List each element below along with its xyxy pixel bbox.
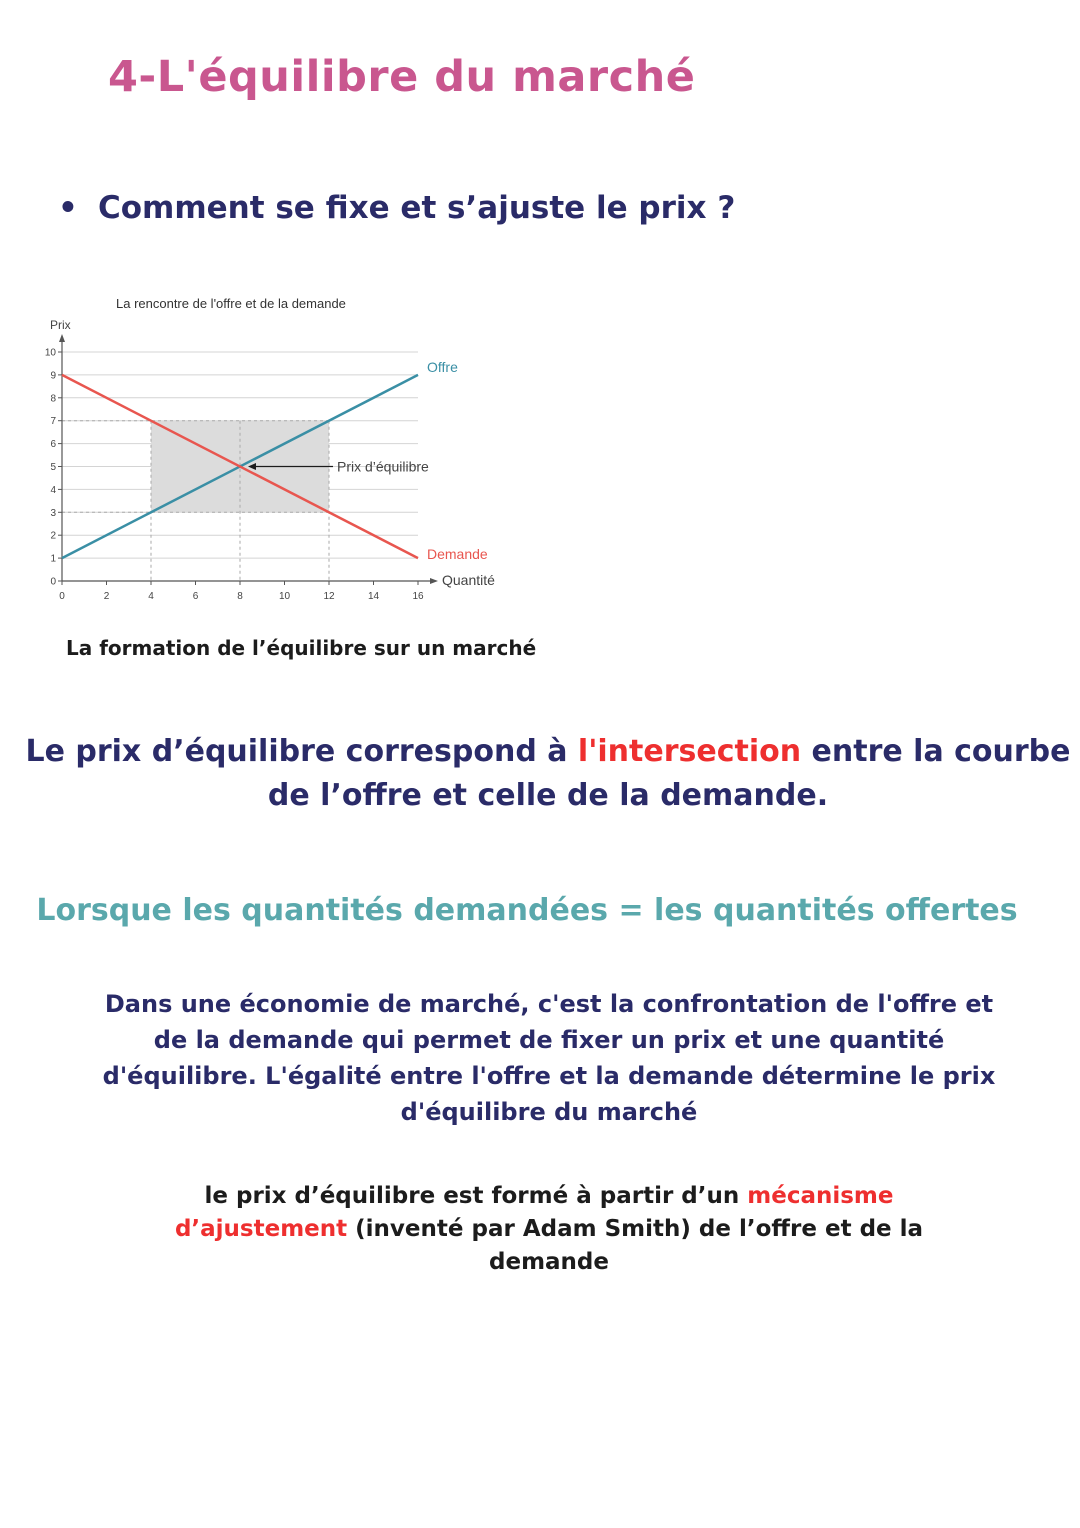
x-tick-label: 16 <box>412 591 424 602</box>
y-tick-label: 10 <box>44 347 56 359</box>
offre-label: Offre <box>427 358 458 375</box>
mechanism-text-before: le prix d’équilibre est formé à partir d’un <box>204 1183 748 1209</box>
y-tick-label: 4 <box>50 484 56 496</box>
condition-statement: Lorsque les quantités demandées = les quantités offertes <box>36 893 1018 928</box>
y-tick-label: 5 <box>50 462 56 473</box>
x-axis-arrow-icon <box>430 578 438 584</box>
y-tick-label: 7 <box>50 416 56 428</box>
y-tick-label: 8 <box>50 393 56 405</box>
x-tick-label: 10 <box>278 591 291 602</box>
x-tick-label: 12 <box>323 591 335 602</box>
mechanism-paragraph <box>120 1180 978 1279</box>
question-heading <box>58 190 735 226</box>
y-axis-label: Prix <box>50 318 71 332</box>
definition-text-before: Le prix d’équilibre correspond à <box>25 734 578 769</box>
chart-caption: La formation de l’équilibre sur un marché <box>66 636 537 660</box>
y-tick-label: 3 <box>50 507 56 519</box>
equilibrium-label: Prix d’équilibre <box>337 458 429 475</box>
definition-highlight: l'intersection <box>577 734 802 769</box>
chart-title: La rencontre de l'offre et de la demande <box>116 296 346 311</box>
mechanism-highlight: mécanisme d’ajustement <box>174 1183 894 1242</box>
x-tick-label: 6 <box>192 591 199 602</box>
explanation-paragraph: Dans une économie de marché, c'est la confrontation de l'offre et de la demande qui permet de fixer un prix et une quantité d'équilibre. L'égalité entre l'offre et la demande détermine le prix d'équilibre du marché <box>102 990 996 1126</box>
x-tick-label: 14 <box>367 591 380 602</box>
x-tick-label: 8 <box>237 591 243 602</box>
mechanism-text-after: (inventé par Adam Smith) de l’offre et de la demande <box>347 1216 924 1275</box>
supply-demand-chart <box>34 288 514 618</box>
definition-paragraph <box>0 730 1080 818</box>
y-tick-label: 9 <box>50 370 56 382</box>
y-tick-label: 2 <box>50 530 56 542</box>
y-axis-arrow-icon <box>59 334 65 342</box>
bullet-icon: • <box>58 190 78 226</box>
y-tick-label: 1 <box>50 553 56 565</box>
y-tick-label: 0 <box>50 576 56 588</box>
question-text: Comment se fixe et s’ajuste le prix ? <box>98 190 736 226</box>
y-tick-label: 6 <box>50 439 56 451</box>
x-axis-label: Quantité <box>442 572 495 588</box>
x-tick-label: 4 <box>148 591 154 602</box>
x-tick-label: 2 <box>103 591 110 602</box>
x-tick-label: 0 <box>59 591 65 602</box>
definition-text-after: entre la courbe de l’offre et celle de la demande. <box>267 734 1071 813</box>
page-title: 4-L'équilibre du marché <box>108 52 696 102</box>
demande-label: Demande <box>427 546 488 563</box>
